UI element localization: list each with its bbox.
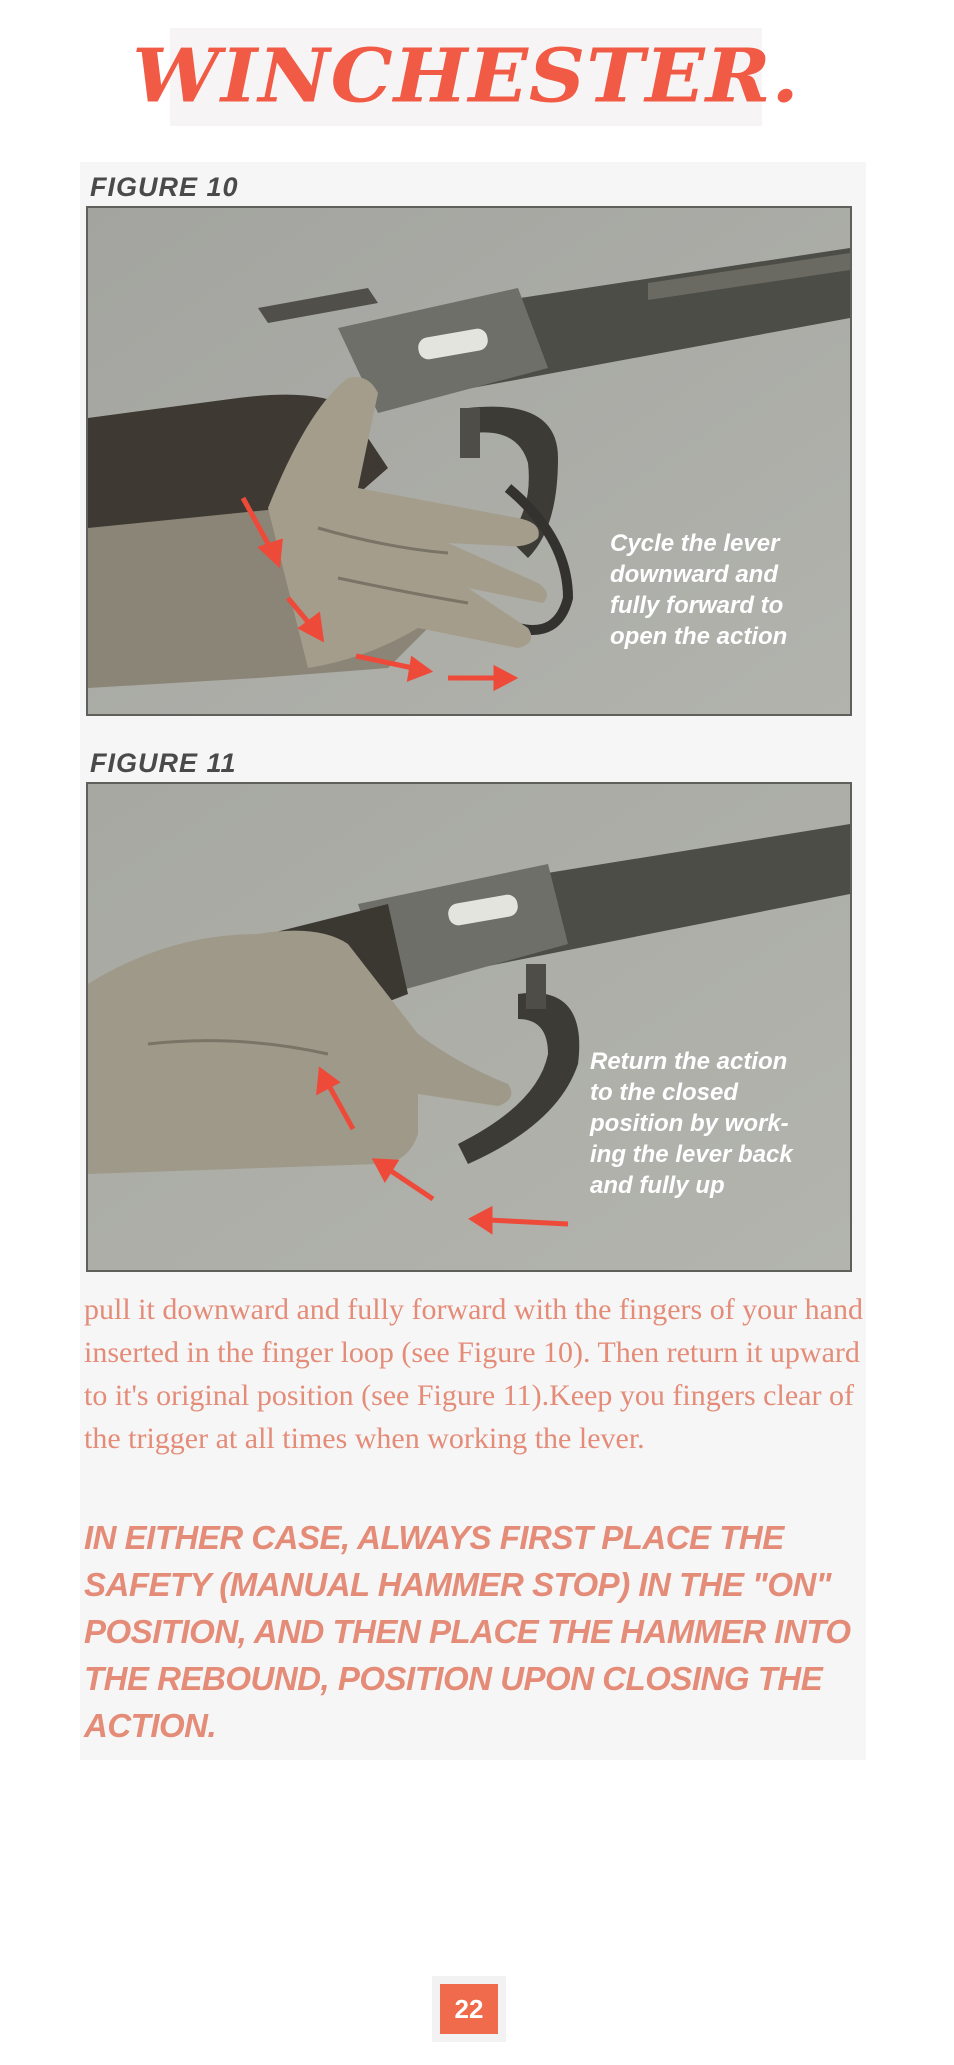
figure-11-caption — [590, 1046, 793, 1201]
caption-line: fully forward to — [610, 592, 784, 619]
caption-line: Cycle the lever — [610, 530, 780, 557]
figure-10-caption — [610, 528, 787, 652]
body-paragraph: pull it downward and fully forward with the fingers of your hand inserted in the finger loop (see Figure 10). Then return it upward to it's original position (see Figure 11).Keep you fingers clear of the trigger at all times when working the lever. — [84, 1293, 863, 1455]
caption-line: Return the action — [590, 1048, 788, 1075]
caption-line: position by work- — [590, 1110, 789, 1137]
brand-wordmark: WINCHESTER. — [132, 33, 800, 120]
figure-10-label: FIGURE 10 — [90, 172, 239, 202]
page-number: 22 — [440, 1984, 498, 2034]
content-panel — [80, 162, 866, 1760]
figure-11-photo — [86, 782, 852, 1272]
figure-11-label: FIGURE 11 — [90, 748, 237, 778]
caption-line: and fully up — [590, 1172, 725, 1199]
caption-line: to the closed — [590, 1079, 739, 1106]
brand-logo — [132, 28, 800, 126]
caption-line: open the action — [610, 623, 788, 650]
caption-line: downward and — [610, 561, 778, 588]
page-number-badge — [432, 1976, 506, 2042]
safety-warning: IN EITHER CASE, ALWAYS FIRST PLACE THE SAFETY (MANUAL HAMMER STOP) IN THE "ON" POSITION, AND THEN PLACE THE HAMMER INTO THE REBOUND, POSITION UPON CLOSING THE ACTION. — [84, 1519, 851, 1744]
caption-line: ing the lever back — [590, 1141, 793, 1168]
figure-10-photo — [86, 206, 852, 716]
